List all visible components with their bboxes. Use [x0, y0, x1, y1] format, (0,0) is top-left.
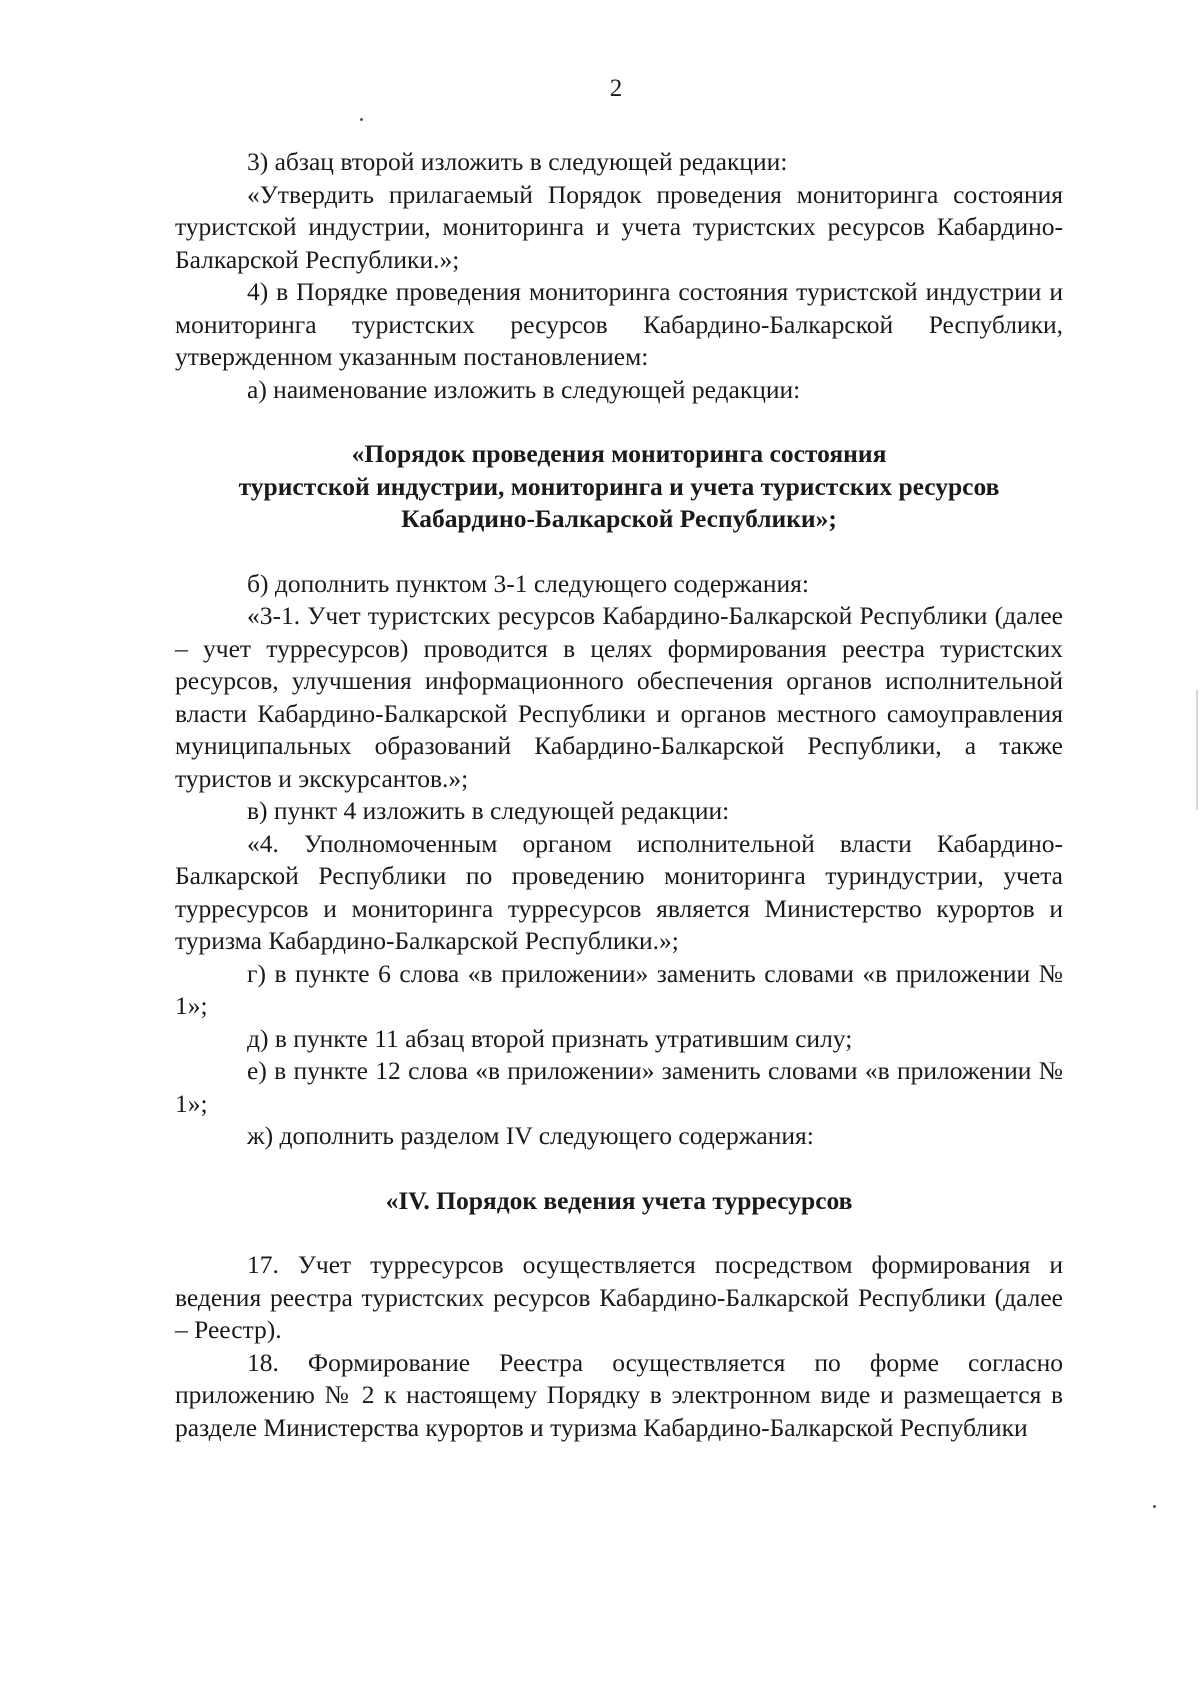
paragraph-subitem-b: б) дополнить пунктом 3-1 следующего содержания: — [247, 568, 809, 598]
document-body — [175, 146, 1063, 1444]
scan-speck — [360, 118, 363, 121]
paragraph-subitem-a: а) наименование изложить в следующей редакции: — [247, 374, 801, 404]
paragraph-item-3: 3) абзац второй изложить в следующей редакции: — [247, 147, 788, 176]
paragraph-quote-approve: «Утвердить прилагаемый Порядок проведения мониторинга состояния туристской индустрии, мониторинга и учета туристских ресурсов Кабардино-Балкарской Республики.»; — [175, 179, 1063, 274]
page-number: 2 — [609, 75, 623, 102]
scan-edge-mark — [1196, 690, 1198, 810]
title-line: Кабардино-Балкарской Республики»; — [401, 504, 837, 533]
scan-speck — [1153, 1505, 1156, 1508]
paragraph-point-4: «4. Уполномоченным органом исполнительной власти Кабардино-Балкарской Республики по проведению мониторинга туриндустрии, учета турресурсов и мониторинга турресурсов является Министерство курортов и туризма Кабардино-Балкарской Республики.»; — [175, 828, 1063, 955]
paragraph-subitem-g: г) в пункте 6 слова «в приложении» заменить словами «в приложении № 1»; — [175, 958, 1063, 1020]
paragraph-subitem-e: е) в пункте 12 слова «в приложении» заменить словами «в приложении № 1»; — [175, 1056, 1063, 1118]
paragraph-item-4: 4) в Порядке проведения мониторинга состояния туристской индустрии и мониторинга туристских ресурсов Кабардино-Балкарской Республики, утвержденном указанным постановлением: — [175, 277, 1063, 371]
title-line: «Порядок проведения мониторинга состояния — [351, 439, 887, 468]
paragraph-subitem-zh: ж) дополнить разделом IV следующего содержания: — [247, 1121, 814, 1150]
paragraph-point-3-1: «3-1. Учет туристских ресурсов Кабардино-Балкарской Республики (далее – учет турресурсов) проводится в целях формирования реестра туристских ресурсов, улучшения информационного обеспечения органов исполнительной власти Кабардино-Балкарской Республики и органов местного самоуправления муниципальных образований Кабардино-Балкарской Республики, а также туристов и экскурсантов.»; — [175, 601, 1063, 793]
section-heading: «IV. Порядок ведения учета турресурсов — [385, 1185, 853, 1215]
paragraph-point-17: 17. Учет турресурсов осуществляется посредством формирования и ведения реестра туристских ресурсов Кабардино-Балкарской Республики (далее – Реестр). — [175, 1250, 1063, 1344]
document-title — [175, 438, 1063, 536]
paragraph-point-18: 18. Формирование Реестра осуществляется по форме согласно приложению № 2 к настоящему Порядку в электронном виде и размещается в разделе Министерства курортов и туризма Кабардино-Балкарской Республики — [175, 1347, 1063, 1442]
paragraph-subitem-v: в) пункт 4 изложить в следующей редакции: — [247, 796, 730, 825]
paragraph-subitem-d: д) в пункте 11 абзац второй признать утратившим силу; — [247, 1023, 853, 1053]
title-line: туристской индустрии, мониторинга и учета туристских ресурсов — [238, 471, 1000, 501]
